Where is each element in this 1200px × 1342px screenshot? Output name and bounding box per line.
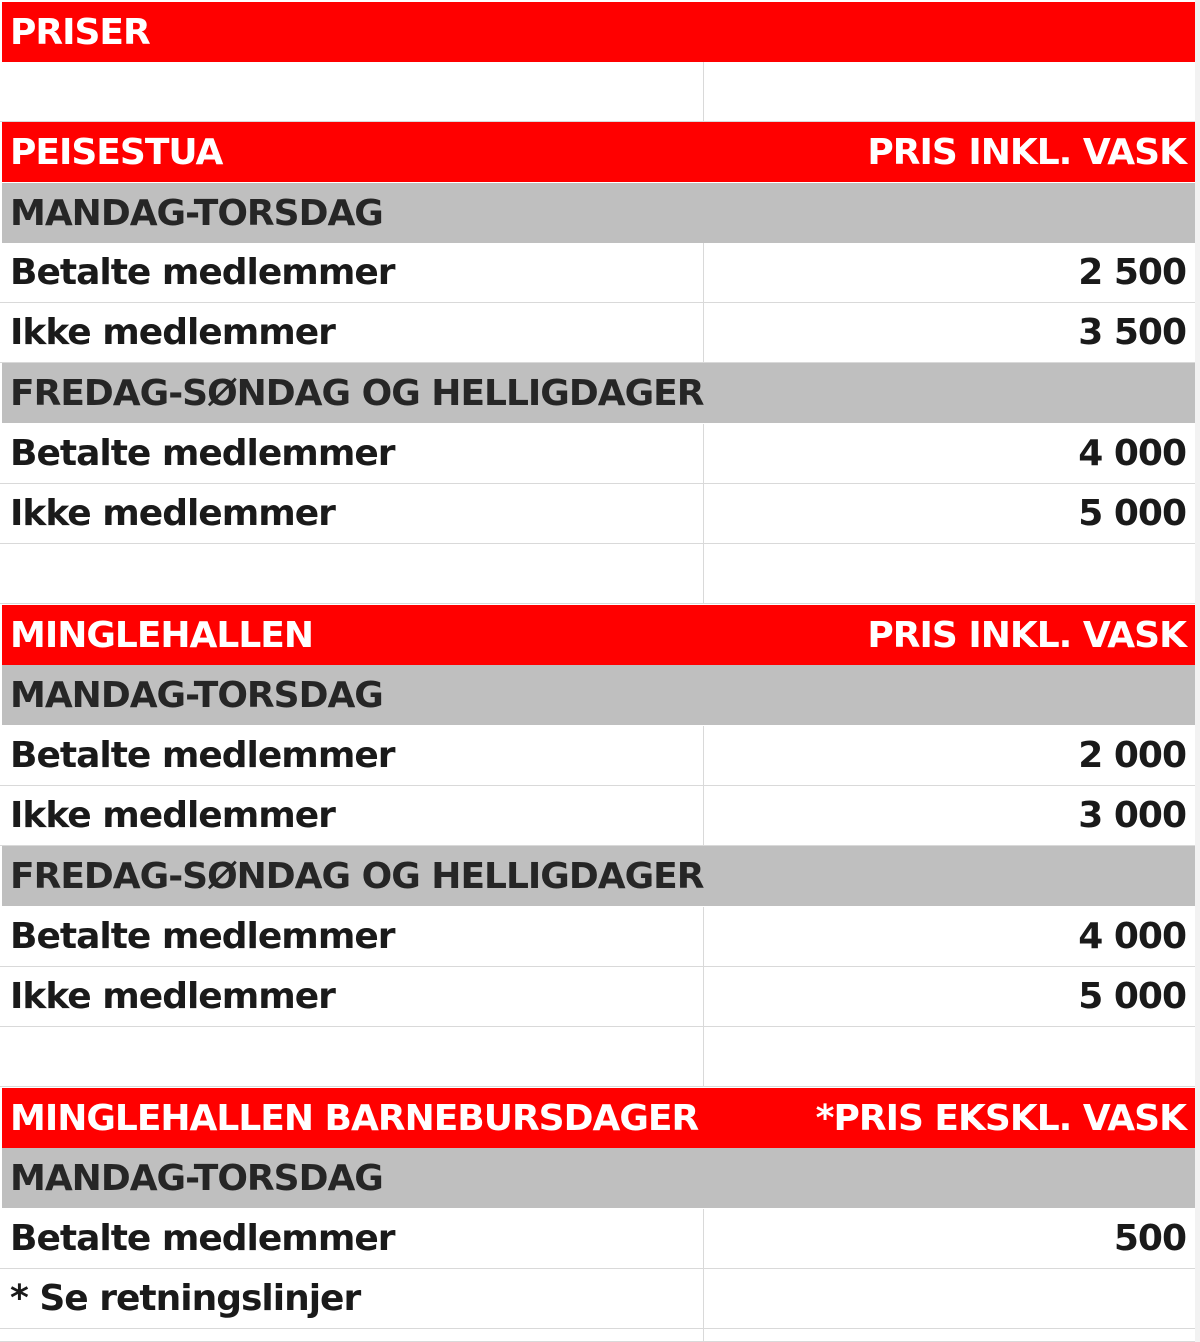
section-header-peisestua [2,122,1195,182]
price-row [0,243,1200,303]
member-type: Betalte medlemmer [10,433,395,474]
price-row [0,424,1200,484]
price-header: PRIS INKL. VASK [867,131,1186,173]
day-group-header [2,363,1195,423]
member-type: Ikke medlemmer [10,976,335,1017]
day-group-label: MANDAG-TORSDAG [10,192,383,234]
price-row [0,726,1200,786]
price-value: 500 [1113,1218,1186,1259]
day-group-label: FREDAG-SØNDAG OG HELLIGDAGER [10,855,704,897]
section-name: PEISESTUA [10,131,223,173]
price-value: 5 000 [1078,976,1186,1017]
member-type: Betalte medlemmer [10,1218,395,1259]
member-type: Ikke medlemmer [10,795,335,836]
price-value: 3 500 [1078,312,1186,353]
spacer-row [0,62,1200,122]
member-type: Betalte medlemmer [10,916,395,957]
price-row [0,907,1200,967]
day-group-header [2,846,1195,906]
price-value: 4 000 [1078,916,1186,957]
member-type: Ikke medlemmer [10,493,335,534]
spacer-row [0,1027,1200,1087]
page-title: PRISER [10,11,150,53]
section-header-minglehallen [2,605,1195,665]
price-value: 4 000 [1078,433,1186,474]
day-group-header [2,665,1195,725]
price-row [0,1209,1200,1269]
price-header: *PRIS EKSKL. VASK [815,1097,1186,1139]
spacer-row [0,544,1200,604]
day-group-label: MANDAG-TORSDAG [10,674,383,716]
spacer-row [0,1329,1200,1342]
member-type: Betalte medlemmer [10,735,395,776]
day-group-header [2,183,1195,243]
price-value: 3 000 [1078,795,1186,836]
price-row [0,967,1200,1027]
day-group-header [2,1148,1195,1208]
member-type: Betalte medlemmer [10,252,395,293]
price-value: 2 000 [1078,735,1186,776]
section-header-barnebursdager [2,1088,1195,1148]
title-band [2,2,1195,62]
price-row [0,786,1200,846]
member-type: Ikke medlemmer [10,312,335,353]
price-row [0,303,1200,363]
day-group-label: FREDAG-SØNDAG OG HELLIGDAGER [10,372,704,414]
price-value: 2 500 [1078,252,1186,293]
section-name: MINGLEHALLEN BARNEBURSDAGER [10,1097,699,1139]
section-name: MINGLEHALLEN [10,614,314,656]
footnote-row [0,1269,1200,1329]
price-header: PRIS INKL. VASK [867,614,1186,656]
price-value: 5 000 [1078,493,1186,534]
day-group-label: MANDAG-TORSDAG [10,1157,383,1199]
sheet-edge [1195,0,1200,1342]
price-row [0,484,1200,544]
footnote: * Se retningslinjer [10,1278,361,1319]
